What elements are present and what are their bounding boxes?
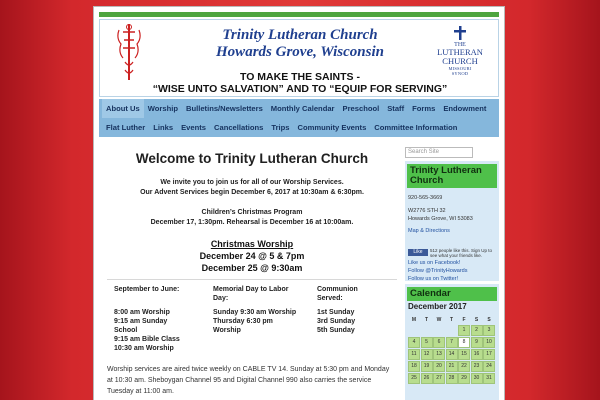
calendar-week-row (408, 349, 496, 361)
calendar-day[interactable]: 11 (408, 349, 420, 360)
schedule-item: Sunday 9:30 am Worship (213, 309, 297, 316)
christmas-worship-line-2: December 25 @ 9:30am (201, 263, 303, 273)
tv-broadcast-info (107, 364, 397, 397)
nav-item-monthly-calendar[interactable]: Monthly Calendar (270, 104, 335, 113)
calendar-week-row (408, 325, 496, 337)
calendar-week-row (408, 361, 496, 373)
address-line-1: W2776 STH 32 (408, 208, 446, 214)
facebook-like-count: 512 people like this. Sign Up to see what your friends like. (430, 248, 493, 258)
schedule-col2-head-line2: Day: (213, 295, 229, 302)
calendar-empty-cell (446, 325, 458, 336)
calendar-day[interactable]: 14 (446, 349, 458, 360)
schedule-item: Thursday 6:30 pm (213, 318, 273, 325)
church-name: Trinity Lutheran Church (222, 27, 378, 43)
nav-item-community-events[interactable]: Community Events (297, 123, 367, 132)
info-heading-line2: Church (410, 175, 444, 186)
calendar-day[interactable]: 6 (433, 337, 445, 348)
tv-line-1: Worship services are aired twice weekly on CABLE TV 14. Sunday at 5:30 pm and Monday (107, 366, 390, 373)
schedule-col2-head-line1: Memorial Day to Labor (213, 286, 289, 293)
top-accent-stripe (99, 12, 499, 17)
nav-item-bulletins[interactable]: Bulletins/Newsletters (185, 104, 263, 113)
nav-item-flat-luther[interactable]: Flat Luther (106, 123, 146, 132)
lcms-logo[interactable] (434, 28, 486, 84)
calendar-day[interactable]: 9 (471, 337, 483, 348)
nav-item-links[interactable]: Links (153, 123, 174, 132)
calendar-panel (405, 284, 499, 400)
calendar-heading: Calendar (407, 287, 497, 301)
calendar-day[interactable]: 29 (458, 373, 470, 384)
main-navigation (99, 99, 499, 137)
nav-item-committee-information[interactable]: Committee Information (374, 123, 458, 132)
calendar-day[interactable]: 21 (446, 361, 458, 372)
calendar-day[interactable]: 4 (408, 337, 420, 348)
tagline-line-2: “WISE UNTO SALVATION” AND TO “EQUIP FOR SERVING” (152, 83, 448, 95)
calendar-day[interactable]: 10 (483, 337, 495, 348)
schedule-col2-head (213, 285, 308, 303)
schedule-col1-head: September to June: (114, 286, 180, 293)
invite-line-1: We invite you to join us for all of our Worship Services. (160, 179, 344, 186)
nav-item-events[interactable]: Events (181, 123, 206, 132)
tv-line-3: Tuesday at 11:00 am. (107, 388, 174, 395)
phone-number: 920-565-3669 (408, 195, 443, 201)
childrens-program-title: Children’s Christmas Program (201, 209, 303, 216)
page-container (93, 6, 505, 400)
calendar-day[interactable]: 30 (471, 373, 483, 384)
calendar-day[interactable]: 26 (421, 373, 433, 384)
schedule-item: 3rd Sunday (317, 318, 356, 325)
nav-row-1 (99, 99, 499, 118)
tagline-line-1: TO MAKE THE SAINTS - (240, 71, 360, 83)
cross-icon (453, 26, 467, 40)
logo-text-the: THE (454, 42, 466, 48)
calendar-day[interactable]: 1 (458, 325, 470, 336)
nav-item-endowment[interactable]: Endowment (443, 104, 487, 113)
schedule-col2-items (213, 308, 308, 335)
schedule-item: School (114, 327, 138, 334)
weekday-label: T (449, 317, 454, 323)
worship-schedule-table (107, 279, 397, 352)
calendar-day[interactable]: 16 (471, 349, 483, 360)
twitter-link[interactable]: Follow us on Twitter! (408, 276, 459, 282)
calendar-day[interactable]: 25 (408, 373, 420, 384)
calendar-empty-cell (433, 325, 445, 336)
facebook-link[interactable]: Like us on Facebook! (408, 260, 461, 266)
schedule-item: 9:15 am Sunday (114, 318, 168, 325)
schedule-col3-head (317, 285, 392, 303)
calendar-day[interactable]: 22 (458, 361, 470, 372)
logo-text-church: CHURCH (442, 56, 478, 66)
weekday-label: M (411, 317, 417, 323)
calendar-day[interactable]: 12 (421, 349, 433, 360)
weekday-label: T (424, 317, 429, 323)
page-title: Welcome to Trinity Lutheran Church (135, 151, 369, 166)
calendar-grid (408, 316, 496, 385)
info-heading (407, 164, 497, 188)
calendar-day[interactable]: 2 (471, 325, 483, 336)
schedule-item: 5th Sunday (317, 327, 355, 334)
calendar-day[interactable]: 28 (446, 373, 458, 384)
nav-item-about-us[interactable]: About Us (102, 99, 144, 118)
weekday-label: S (487, 317, 491, 323)
logo-text-synod: SYNOD (451, 71, 469, 76)
nav-item-trips[interactable]: Trips (271, 123, 290, 132)
facebook-like-button[interactable]: Like (408, 249, 428, 256)
calendar-day[interactable]: 5 (421, 337, 433, 348)
schedule-col1-items (114, 308, 204, 353)
schedule-col3-head-line1: Communion (317, 286, 358, 293)
calendar-day[interactable]: 27 (433, 373, 445, 384)
map-directions-link[interactable]: Map & Directions (408, 228, 450, 234)
schedule-item: 10:30 am Worship (114, 345, 174, 352)
nav-item-staff[interactable]: Staff (387, 104, 405, 113)
calendar-day[interactable]: 24 (483, 361, 495, 372)
calendar-month: December 2017 (408, 302, 467, 311)
calendar-empty-cell (421, 325, 433, 336)
calendar-empty-cell (408, 325, 420, 336)
weekday-label: F (462, 317, 466, 323)
church-info-panel (405, 161, 499, 281)
search-input[interactable]: Search Site (405, 147, 473, 158)
church-location: Howards Grove, Wisconsin (216, 44, 384, 60)
schedule-item: 9:15 am Bible Class (114, 336, 180, 343)
calendar-day[interactable]: 20 (433, 361, 445, 372)
calendar-day[interactable]: 3 (483, 325, 495, 336)
schedule-item: 8:00 am Worship (114, 309, 170, 316)
calendar-day[interactable]: 13 (433, 349, 445, 360)
nav-item-preschool[interactable]: Preschool (342, 104, 380, 113)
calendar-weekday-row (408, 316, 496, 325)
calendar-day[interactable]: 23 (471, 361, 483, 372)
info-heading-line1: Trinity Lutheran (410, 165, 482, 176)
nav-item-cancellations[interactable]: Cancellations (213, 123, 264, 132)
tv-line-2: at 10:30 am. Sheboygan Channel 95 and Digital Channel 990 also carries the service (107, 377, 372, 384)
logo-text-lutheran: LUTHERAN (437, 47, 483, 57)
nav-row-2 (99, 118, 499, 137)
calendar-day[interactable]: 8 (458, 337, 470, 348)
nav-item-worship[interactable]: Worship (147, 104, 178, 113)
schedule-col3-head-line2: Served: (317, 295, 343, 302)
calendar-week-row (408, 373, 496, 385)
calendar-day[interactable]: 17 (483, 349, 495, 360)
christmas-worship-title: Christmas Worship (210, 239, 294, 249)
calendar-day[interactable]: 31 (483, 373, 495, 384)
nav-item-forms[interactable]: Forms (412, 104, 436, 113)
invite-line-2: Our Advent Services begin December 6, 2017 at 10:30am & 6:30pm. (140, 189, 364, 196)
weekday-label: W (436, 317, 442, 323)
schedule-item: Worship (213, 327, 241, 334)
calendar-day[interactable]: 7 (446, 337, 458, 348)
weekday-label: S (474, 317, 479, 323)
address-line-2: Howards Grove, WI 53083 (408, 216, 473, 222)
calendar-week-row (408, 337, 496, 349)
twitter-follow-link[interactable]: Follow @TrinityHowards (408, 268, 468, 274)
childrens-program-details: December 17, 1:30pm. Rehearsal is December 16 at 10:00am. (150, 219, 354, 226)
calendar-day[interactable]: 15 (458, 349, 470, 360)
calendar-day[interactable]: 19 (421, 361, 433, 372)
logo-text-missouri: MISSOURI (448, 66, 472, 71)
christmas-worship-line-1: December 24 @ 5 & 7pm (199, 251, 305, 261)
calendar-day[interactable]: 18 (408, 361, 420, 372)
schedule-col3-items (317, 308, 392, 335)
schedule-item: 1st Sunday (317, 309, 355, 316)
